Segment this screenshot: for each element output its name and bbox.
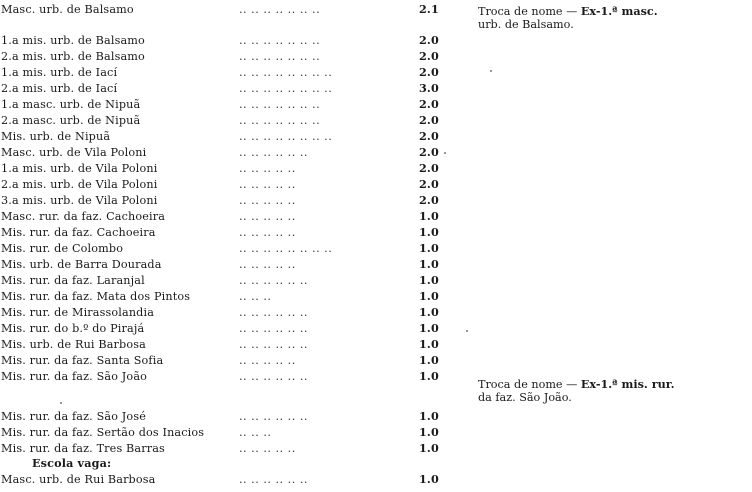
school-value: 2.0 [419, 177, 439, 191]
leader-dots: .. .. .. .. .. .. [239, 370, 308, 383]
print-speck [444, 152, 446, 154]
note-text: Troca de nome — [478, 378, 578, 391]
school-name: Mis. urb. de Rui Barbosa [1, 338, 146, 351]
leader-dots: .. .. .. .. .. .. [239, 146, 308, 159]
leader-dots: .. .. .. .. .. .. .. [239, 50, 321, 63]
leader-dots: .. .. .. .. .. .. .. .. [239, 82, 333, 95]
school-value: 1.0 [419, 321, 439, 335]
note-line [478, 378, 675, 391]
leader-dots: .. .. .. .. .. [239, 194, 296, 207]
school-name: 1.a mis. urb. de Vila Poloni [1, 162, 158, 175]
school-value: 2.0 [419, 161, 439, 175]
leader-dots: .. .. .. .. .. .. [239, 274, 308, 287]
school-value: 2.0 [419, 65, 439, 79]
school-value: 1.0 [419, 441, 439, 455]
school-value: 2.0 [419, 97, 439, 111]
school-name: Mis. rur. de Colombo [1, 242, 124, 255]
note-line: urb. de Balsamo. [478, 18, 574, 31]
leader-dots: .. .. .. [239, 426, 272, 439]
school-name: 1.a masc. urb. de Nipuã [1, 98, 141, 111]
school-name: Mis. rur. da faz. Santa Sofia [1, 354, 164, 367]
school-value: 1.0 [419, 257, 439, 271]
school-value: 1.0 [419, 241, 439, 255]
leader-dots: .. .. .. .. .. [239, 162, 296, 175]
school-name: 2.a masc. urb. de Nipuã [1, 114, 141, 127]
school-name: Mis. rur. da faz. Cachoeira [1, 226, 156, 239]
school-value: 2.0 [419, 129, 439, 143]
school-name: Mis. urb. de Nipuã [1, 130, 111, 143]
leader-dots: .. .. .. .. .. [239, 442, 296, 455]
school-name: Mis. urb. de Barra Dourada [1, 258, 162, 271]
school-name: 2.a mis. urb. de Iací [1, 82, 118, 95]
school-name: 1.a mis. urb. de Balsamo [1, 34, 145, 47]
school-value: 1.0 [419, 409, 439, 423]
school-name: Mis. rur. da faz. São José [1, 410, 146, 423]
print-speck [466, 330, 468, 332]
school-name: 2.a mis. urb. de Balsamo [1, 50, 145, 63]
note-former-name: Ex-1.ª mis. rur. [580, 377, 675, 391]
leader-dots: .. .. .. .. .. [239, 178, 296, 191]
school-value: 2.0 [419, 145, 439, 159]
note-line [478, 5, 658, 18]
leader-dots: .. .. .. .. .. .. .. [239, 3, 321, 16]
school-name: Mis. rur. da faz. São João [1, 370, 148, 383]
leader-dots: .. .. .. [239, 290, 272, 303]
leader-dots: .. .. .. .. .. .. .. .. [239, 130, 333, 143]
school-value: 1.0 [419, 273, 439, 287]
school-name: 3.a mis. urb. de Vila Poloni [1, 194, 158, 207]
leader-dots: .. .. .. .. .. [239, 226, 296, 239]
leader-dots: .. .. .. .. .. .. .. [239, 98, 321, 111]
school-name: Masc. urb. de Vila Poloni [1, 146, 147, 159]
school-name: Masc. rur. da faz. Cachoeira [1, 210, 166, 223]
school-value: 2.0 [419, 193, 439, 207]
leader-dots: .. .. .. .. .. [239, 354, 296, 367]
leader-dots: .. .. .. .. .. .. .. .. [239, 242, 333, 255]
school-value: 1.0 [419, 472, 439, 486]
school-value: 3.0 [419, 81, 439, 95]
school-value: 1.0 [419, 425, 439, 439]
school-name: 2.a mis. urb. de Vila Poloni [1, 178, 158, 191]
school-value: 2.0 [419, 49, 439, 63]
leader-dots: .. .. .. .. .. .. [239, 306, 308, 319]
school-name: Masc. urb. de Balsamo [1, 3, 134, 16]
school-name: Mis. rur. do b.º do Pirajá [1, 322, 145, 335]
leader-dots: .. .. .. .. .. [239, 258, 296, 271]
vacant-school-heading: Escola vaga: [32, 456, 112, 470]
school-name: Mis. rur. da faz. Laranjal [1, 274, 145, 287]
school-value: 1.0 [419, 289, 439, 303]
school-name: Mis. rur. de Mirassolandia [1, 306, 155, 319]
school-name: Mis. rur. da faz. Mata dos Pintos [1, 290, 191, 303]
leader-dots: .. .. .. .. .. .. [239, 338, 308, 351]
school-value: 2.0 [419, 113, 439, 127]
leader-dots: .. .. .. .. .. .. [239, 410, 308, 423]
note-name-change-sao-joao [478, 378, 675, 404]
note-line: da faz. São João. [478, 391, 572, 404]
school-value: 2.1 [419, 2, 439, 16]
leader-dots: .. .. .. .. .. .. .. .. [239, 66, 333, 79]
school-name: Masc. urb. de Rui Barbosa [1, 473, 156, 486]
school-value: 1.0 [419, 305, 439, 319]
school-value: 1.0 [419, 337, 439, 351]
leader-dots: .. .. .. .. .. .. .. [239, 114, 321, 127]
note-former-name: Ex-1.ª masc. [580, 4, 658, 18]
school-name: 1.a mis. urb. de Iací [1, 66, 118, 79]
school-name: Mis. rur. da faz. Tres Barras [1, 442, 165, 455]
note-text: Troca de nome — [478, 5, 578, 18]
print-speck [490, 70, 492, 72]
leader-dots: .. .. .. .. .. .. .. [239, 34, 321, 47]
school-value: 1.0 [419, 225, 439, 239]
leader-dots: .. .. .. .. .. [239, 210, 296, 223]
leader-dots: .. .. .. .. .. .. [239, 322, 308, 335]
leader-dots: .. .. .. .. .. .. [239, 473, 308, 486]
school-value: 1.0 [419, 353, 439, 367]
school-value: 1.0 [419, 209, 439, 223]
school-value: 1.0 [419, 369, 439, 383]
note-name-change-balsamo [478, 5, 658, 31]
school-name: Mis. rur. da faz. Sertão dos Inacios [1, 426, 205, 439]
print-speck [60, 402, 62, 404]
school-value: 2.0 [419, 33, 439, 47]
